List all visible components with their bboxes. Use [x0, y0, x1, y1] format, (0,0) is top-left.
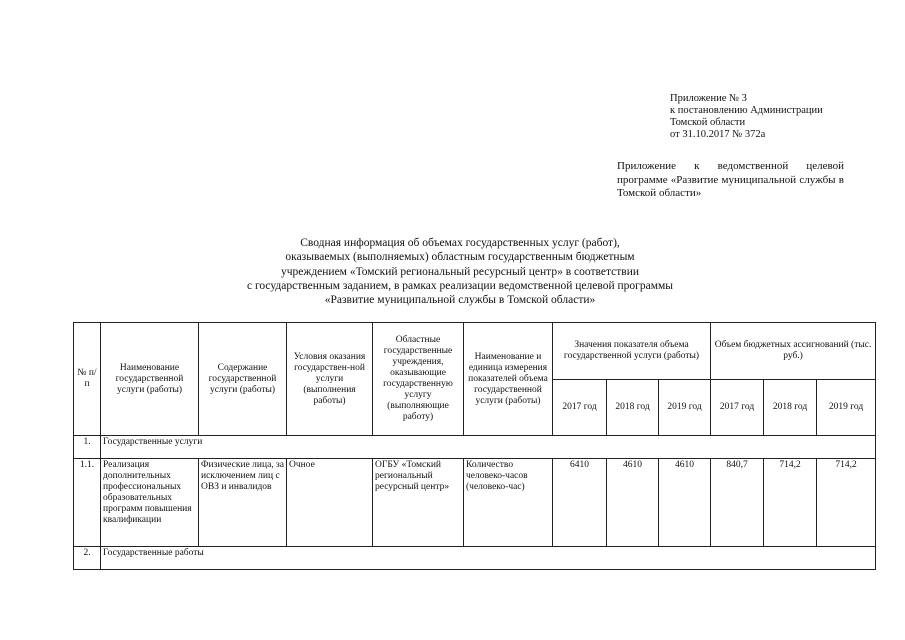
title-line: с государственным заданием, в рамках реализации ведомственной целевой программы	[246, 279, 673, 292]
header-budget-group: Объем бюджетных ассигнований (тыс. руб.)	[711, 323, 876, 380]
header-institutions: Областные государственные учреждения, оказывающие государственную услугу (выполняющие работу)	[373, 323, 464, 436]
header-year-budget-2017: 2017 год	[711, 380, 764, 436]
row-budget-2019: 714,2	[817, 459, 876, 547]
header-num: № п/п	[74, 323, 101, 436]
header-year-volume-2018: 2018 год	[607, 380, 659, 436]
section-label: Государственные услуги	[101, 436, 876, 459]
appendix-line: Приложение № 3	[670, 93, 747, 104]
row-number: 1.1.	[74, 459, 101, 547]
appendix-header	[670, 93, 870, 141]
section-label: Государственные работы	[101, 547, 876, 570]
header-year-budget-2018: 2018 год	[764, 380, 817, 436]
row-indicator: Количество человеко-часов (человеко-час)	[464, 459, 553, 547]
header-conditions: Условия оказания государствен-ной услуги (выполнения работы)	[287, 323, 373, 436]
section-number: 2.	[74, 547, 101, 570]
header-year-volume-2017: 2017 год	[553, 380, 607, 436]
section-number: 1.	[74, 436, 101, 459]
row-volume-2018: 4610	[607, 459, 659, 547]
row-volume-2017: 6410	[553, 459, 607, 547]
header-content: Содержание государственной услуги (работы)	[199, 323, 287, 436]
row-budget-2018: 714,2	[764, 459, 817, 547]
appendix-line: от 31.10.2017 № 372а	[670, 129, 766, 140]
summary-table	[73, 322, 876, 570]
header-indicator: Наименование и единица измерения показателей объема государственной услуги (работы)	[464, 323, 553, 436]
table-section-row	[74, 436, 876, 459]
row-service: Реализация дополнительных профессиональных образовательных программ повышения квалификации	[101, 459, 199, 547]
program-note: Приложение к ведомственной целевой программе «Развитие муниципальной службы в Томской области»	[617, 160, 844, 199]
title-line: Сводная информация об объемах государственных услуг (работ),	[300, 237, 620, 249]
row-institution: ОГБУ «Томский региональный ресурсный центр»	[373, 459, 464, 547]
table-section-row	[74, 547, 876, 570]
header-year-budget-2019: 2019 год	[817, 380, 876, 436]
row-budget-2017: 840,7	[711, 459, 764, 547]
table-row	[74, 459, 876, 547]
header-year-volume-2019: 2019 год	[659, 380, 711, 436]
row-content: Физические лица, за исключением лиц с ОВЗ и инвалидов	[199, 459, 287, 547]
title-line: «Развитие муниципальной службы в Томской области»	[324, 294, 596, 307]
appendix-line: к постановлению Администрации	[670, 105, 823, 116]
title-line: учреждением «Томский региональный ресурсный центр» в соответствии	[280, 265, 640, 278]
header-volume-group: Значения показателя объема государственной услуги (работы)	[553, 323, 711, 380]
row-conditions: Очное	[287, 459, 373, 547]
appendix-line: Томской области	[670, 117, 746, 128]
row-volume-2019: 4610	[659, 459, 711, 547]
title-line: оказываемых (выполняемых) областным государственным бюджетным	[285, 251, 635, 264]
document-title	[200, 236, 720, 307]
header-service-name: Наименование государственной услуги (работы)	[101, 323, 199, 436]
